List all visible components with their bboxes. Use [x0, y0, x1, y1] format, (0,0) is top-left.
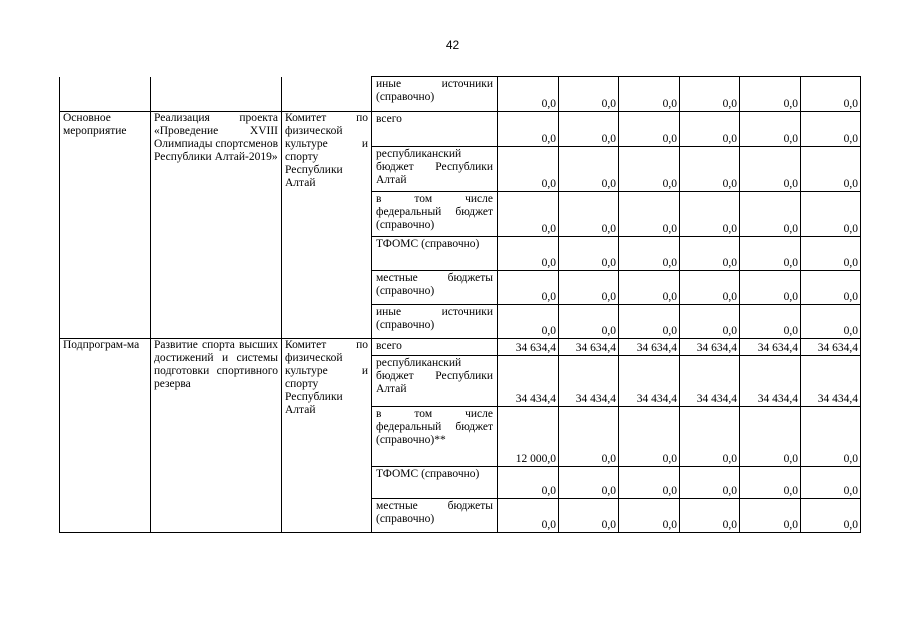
amount-cell: 0,0 [801, 467, 861, 499]
amount-cell: 0,0 [740, 407, 801, 467]
row-name-cell [151, 77, 282, 112]
funding-source-cell: местные бюджеты (справочно) [372, 499, 498, 533]
amount-cell: 0,0 [619, 271, 680, 305]
amount-cell: 0,0 [680, 192, 740, 237]
executor-cell: Комитет по физической культуре и спорту Республики Алтай [282, 112, 372, 339]
amount-cell: 0,0 [801, 147, 861, 192]
table-row [60, 339, 861, 356]
amount-cell: 0,0 [559, 407, 619, 467]
amount-cell: 0,0 [801, 271, 861, 305]
amount-cell: 0,0 [559, 499, 619, 533]
amount-cell: 34 634,4 [740, 339, 801, 356]
amount-cell: 12 000,0 [498, 407, 559, 467]
amount-cell: 0,0 [680, 407, 740, 467]
amount-cell: 0,0 [498, 147, 559, 192]
amount-cell: 34 434,4 [559, 356, 619, 407]
funding-source-cell: иные источники (справочно) [372, 305, 498, 339]
executor-cell: Комитет по физической культуре и спорту Республики Алтай [282, 339, 372, 533]
amount-cell: 0,0 [680, 77, 740, 112]
amount-cell: 34 634,4 [801, 339, 861, 356]
amount-cell: 0,0 [619, 192, 680, 237]
amount-cell: 0,0 [740, 305, 801, 339]
amount-cell: 34 434,4 [740, 356, 801, 407]
funding-source-cell: иные источники (справочно) [372, 77, 498, 112]
amount-cell: 0,0 [740, 147, 801, 192]
funding-source-cell: в том числе федеральный бюджет (справочно) [372, 192, 498, 237]
row-name-cell: Развитие спорта высших достижений и системы подготовки спортивного резерва [151, 339, 282, 533]
amount-cell: 0,0 [619, 112, 680, 147]
amount-cell: 34 634,4 [498, 339, 559, 356]
amount-cell: 0,0 [680, 112, 740, 147]
amount-cell: 0,0 [801, 407, 861, 467]
funding-source-cell: республиканский бюджет Республики Алтай [372, 147, 498, 192]
amount-cell: 0,0 [740, 112, 801, 147]
amount-cell: 0,0 [740, 499, 801, 533]
amount-cell: 0,0 [740, 77, 801, 112]
amount-cell: 0,0 [680, 271, 740, 305]
amount-cell: 0,0 [498, 192, 559, 237]
amount-cell: 0,0 [680, 147, 740, 192]
executor-cell [282, 77, 372, 112]
amount-cell: 0,0 [559, 305, 619, 339]
amount-cell: 34 434,4 [498, 356, 559, 407]
amount-cell: 0,0 [498, 305, 559, 339]
amount-cell: 0,0 [680, 499, 740, 533]
row-type-cell: Основное мероприятие [60, 112, 151, 339]
amount-cell: 0,0 [801, 305, 861, 339]
amount-cell: 0,0 [680, 237, 740, 271]
amount-cell: 0,0 [498, 112, 559, 147]
funding-source-cell: местные бюджеты (справочно) [372, 271, 498, 305]
amount-cell: 34 434,4 [801, 356, 861, 407]
amount-cell: 0,0 [498, 237, 559, 271]
amount-cell: 0,0 [801, 237, 861, 271]
amount-cell: 0,0 [559, 112, 619, 147]
budget-table [59, 76, 861, 533]
amount-cell: 0,0 [498, 499, 559, 533]
table-row [60, 77, 861, 112]
amount-cell: 0,0 [740, 271, 801, 305]
amount-cell: 0,0 [559, 271, 619, 305]
amount-cell: 0,0 [498, 77, 559, 112]
amount-cell: 0,0 [559, 192, 619, 237]
amount-cell: 0,0 [559, 147, 619, 192]
funding-source-cell: республиканский бюджет Республики Алтай [372, 356, 498, 407]
amount-cell: 0,0 [619, 305, 680, 339]
amount-cell: 0,0 [619, 467, 680, 499]
amount-cell: 0,0 [619, 499, 680, 533]
amount-cell: 0,0 [801, 192, 861, 237]
amount-cell: 0,0 [619, 237, 680, 271]
amount-cell: 34 634,4 [559, 339, 619, 356]
amount-cell: 0,0 [680, 305, 740, 339]
funding-source-cell: в том числе федеральный бюджет (справочно)** [372, 407, 498, 467]
amount-cell: 0,0 [498, 467, 559, 499]
amount-cell: 0,0 [559, 467, 619, 499]
amount-cell: 0,0 [498, 271, 559, 305]
amount-cell: 0,0 [740, 192, 801, 237]
page-number: 42 [445, 38, 460, 52]
row-name-cell: Реализация проекта «Проведение XVIII Олимпиады спортсменов Республики Алтай-2019» [151, 112, 282, 339]
amount-cell: 0,0 [559, 237, 619, 271]
amount-cell: 0,0 [740, 237, 801, 271]
amount-cell: 0,0 [680, 467, 740, 499]
amount-cell: 34 634,4 [680, 339, 740, 356]
amount-cell: 34 434,4 [680, 356, 740, 407]
amount-cell: 0,0 [801, 499, 861, 533]
funding-source-cell: всего [372, 339, 498, 356]
amount-cell: 0,0 [801, 77, 861, 112]
amount-cell: 34 634,4 [619, 339, 680, 356]
amount-cell: 0,0 [740, 467, 801, 499]
amount-cell: 0,0 [801, 112, 861, 147]
amount-cell: 0,0 [619, 77, 680, 112]
amount-cell: 0,0 [619, 407, 680, 467]
row-type-cell [60, 77, 151, 112]
funding-source-cell: ТФОМС (справочно) [372, 237, 498, 271]
funding-source-cell: ТФОМС (справочно) [372, 467, 498, 499]
amount-cell: 0,0 [619, 147, 680, 192]
row-type-cell: Подпрограм-ма [60, 339, 151, 533]
amount-cell: 0,0 [559, 77, 619, 112]
amount-cell: 34 434,4 [619, 356, 680, 407]
funding-source-cell: всего [372, 112, 498, 147]
table-row [60, 112, 861, 147]
